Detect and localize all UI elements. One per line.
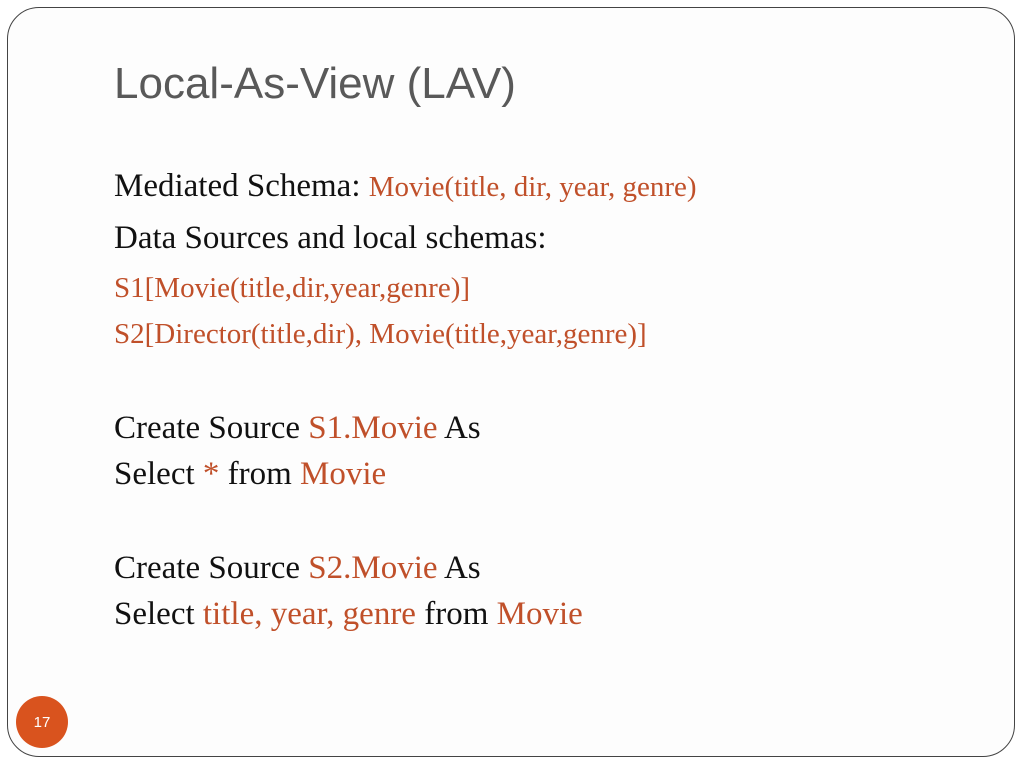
view2-create-suffix: As: [443, 550, 481, 586]
page-number-badge: [16, 696, 68, 748]
view1-create-line: [114, 412, 481, 445]
view2-source-name: S2.Movie: [308, 550, 438, 586]
view1-from-keyword: from: [227, 456, 292, 492]
view1-create-prefix: Create Source: [114, 410, 300, 446]
source-s2: S2[Director(title,dir), Movie(title,year,genre)]: [114, 318, 647, 350]
view1-table: Movie: [300, 456, 387, 492]
view2-create-line: [114, 552, 481, 585]
view2-select-columns: title, year, genre: [202, 596, 416, 632]
view1-select-line: [114, 458, 386, 491]
slide-title: Local-As-View (LAV): [114, 59, 516, 108]
view2-select-line: [114, 598, 583, 631]
view2-from-keyword: from: [424, 596, 489, 632]
view1-select-keyword: Select: [114, 456, 195, 492]
view2-create-prefix: Create Source: [114, 550, 300, 586]
slide-frame: [7, 7, 1015, 757]
view1-create-suffix: As: [443, 410, 481, 446]
view1-select-columns: *: [202, 456, 220, 492]
mediated-schema-value: Movie(title, dir, year, genre): [368, 171, 697, 203]
data-sources-label: Data Sources and local schemas:: [114, 220, 547, 256]
view2-table: Movie: [496, 596, 583, 632]
view2-select-keyword: Select: [114, 596, 195, 632]
mediated-schema-line: [114, 170, 697, 203]
view1-source-name: S1.Movie: [308, 410, 438, 446]
source-s1: S1[Movie(title,dir,year,genre)]: [114, 272, 471, 304]
page-number: 17: [33, 713, 51, 731]
mediated-schema-label: Mediated Schema:: [114, 168, 361, 204]
